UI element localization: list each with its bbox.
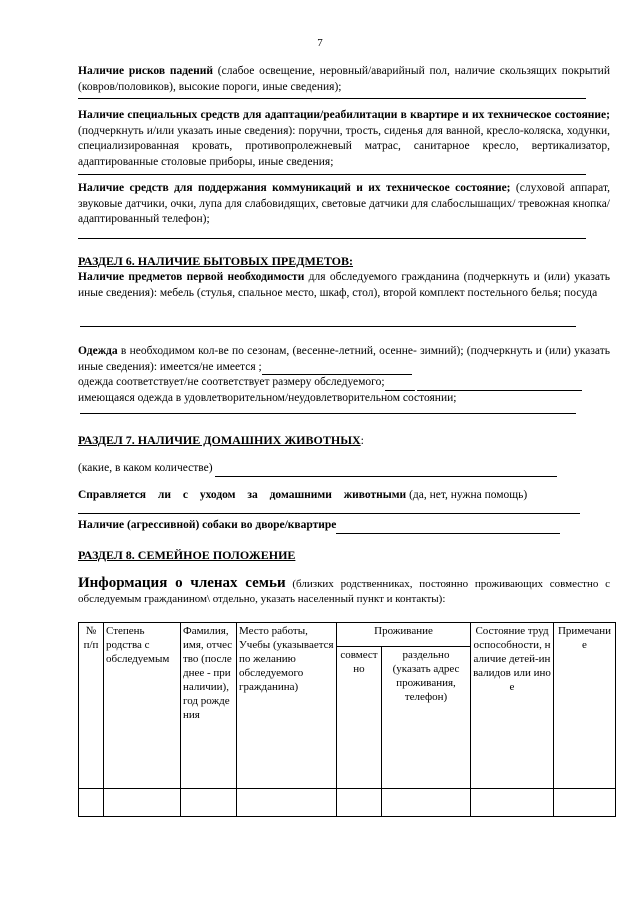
section-6-heading: РАЗДЕЛ 6. НАЛИЧИЕ БЫТОВЫХ ПРЕДМЕТОВ: <box>78 254 354 268</box>
falls-risk-text: (слабое освещение, неровный/аварийный пол, наличие скользящих покрытий (ковров/половиков), высокие пороги, иные сведения); <box>78 65 610 93</box>
adaptation-answer-line[interactable] <box>78 174 586 175</box>
table-cell[interactable] <box>237 789 337 817</box>
pets-which-label: (какие, в каком количестве) <box>78 462 213 474</box>
col-header-note: Примечание <box>554 623 616 789</box>
falls-risk-paragraph <box>78 64 610 95</box>
falls-risk-label: Наличие рисков падений <box>78 65 214 77</box>
col-header-number: № п/п <box>79 623 104 789</box>
adaptation-means-paragraph <box>78 108 610 170</box>
section-8-heading: РАЗДЕЛ 8. СЕМЕЙНОЕ ПОЛОЖЕНИЕ <box>78 548 296 562</box>
section-7-colon: : <box>360 433 364 447</box>
clothes-condition-text: имеющаяся одежда в удовлетворительном/неудовлетворительном состоянии; <box>78 391 457 404</box>
pets-which-row <box>78 461 610 477</box>
necessity-items-text: для обследуемого гражданина (подчеркнуть и (или) указать иные сведения): мебель (стулья, спальное место, шкаф, стол), второй комплект постельного белья; посуда <box>78 271 610 299</box>
communication-means-text: (слуховой аппарат, звуковые датчики, очки, лупа для слабовидящих, световые датчики для слабослышащих/ тревожная кнопка/ адаптированный телефон); <box>78 182 610 225</box>
col-header-state: Состояние трудоспособности, наличие детей-инвалидов или иное <box>471 623 554 789</box>
family-info-text: (близких родственниках, постоянно проживающих совместно с обследуемым гражданином\ отдельно, указать населенный пункт и контакты): <box>78 578 610 605</box>
family-members-table <box>78 622 616 817</box>
clothes-answer-line[interactable] <box>80 413 576 414</box>
falls-answer-line[interactable] <box>78 98 586 99</box>
clothes-label: Одежда <box>78 345 118 357</box>
necessity-items-paragraph <box>78 270 610 301</box>
necessity-items-label: Наличие предметов первой необходимости <box>78 271 305 283</box>
clothes-paragraph <box>78 344 610 406</box>
table-cell[interactable] <box>554 789 616 817</box>
dog-row <box>78 518 610 534</box>
col-header-together: совместно <box>337 647 382 789</box>
pets-care-text: (да, нет, нужна помощь) <box>406 489 528 501</box>
clothes-text: в необходимом кол-ве по сезонам, (весенне-летний, осенне- зимний); (подчеркнуть и (или) указать иные сведения): имеется/не имеется ; <box>78 345 610 373</box>
adaptation-means-label: Наличие специальных средств для адаптации/реабилитации в квартире и их техническое состояние; <box>78 109 610 121</box>
clothes-size-short-line[interactable] <box>385 378 415 391</box>
family-info-label: Информация о членах семьи <box>78 575 286 591</box>
pets-which-line[interactable] <box>215 464 557 477</box>
clothes-size-text: одежда соответствует/не соответствует размеру обследуемого; <box>78 376 385 388</box>
clothes-size-line[interactable] <box>417 378 582 391</box>
page-number: 7 <box>317 37 323 49</box>
section-7-heading <box>78 433 364 448</box>
table-cell[interactable] <box>471 789 554 817</box>
pets-care-paragraph <box>78 488 610 504</box>
pets-care-answer-line[interactable] <box>78 513 580 514</box>
adaptation-means-text: (подчеркнуть и/или указать иные сведения): поручни, трость, сиденья для ванной, кресло-коляска, ходунки, специализированная кровать, противопролежневый матрас, санитарное кресло, вертикализатор, адаптированные столовые приборы, иные сведения; <box>78 124 610 168</box>
communication-means-label: Наличие средств для поддержания коммуникаций и их техническое состояние; <box>78 182 511 194</box>
dog-answer-line[interactable] <box>336 521 560 534</box>
col-header-name: Фамилия, имя, отчество (последнее - при наличии), год рождения <box>181 623 237 789</box>
clothes-availability-line[interactable] <box>262 362 412 375</box>
communication-answer-line[interactable] <box>78 238 586 239</box>
table-cell[interactable] <box>104 789 181 817</box>
pets-care-label: Справляется ли с уходом за домашними животными <box>78 489 407 501</box>
family-info-paragraph <box>78 576 610 607</box>
section-7-title: РАЗДЕЛ 7. НАЛИЧИЕ ДОМАШНИХ ЖИВОТНЫХ <box>78 433 361 447</box>
table-cell[interactable] <box>181 789 237 817</box>
col-header-residence: Проживание <box>337 623 471 647</box>
dog-label: Наличие (агрессивной) собаки во дворе/квартире <box>78 519 337 531</box>
necessity-answer-line[interactable] <box>80 326 576 327</box>
table-cell[interactable] <box>382 789 471 817</box>
communication-means-paragraph <box>78 181 610 228</box>
col-header-degree: Степень родства с обследуемым <box>104 623 181 789</box>
table-cell[interactable] <box>79 789 104 817</box>
col-header-work: Место работы, Учебы (указывается по желанию обследуемого гражданина) <box>237 623 337 789</box>
table-row <box>79 789 616 817</box>
col-header-separate: раздельно (указать адрес проживания, телефон) <box>382 647 471 789</box>
table-cell[interactable] <box>337 789 382 817</box>
table-header-row <box>79 623 616 647</box>
